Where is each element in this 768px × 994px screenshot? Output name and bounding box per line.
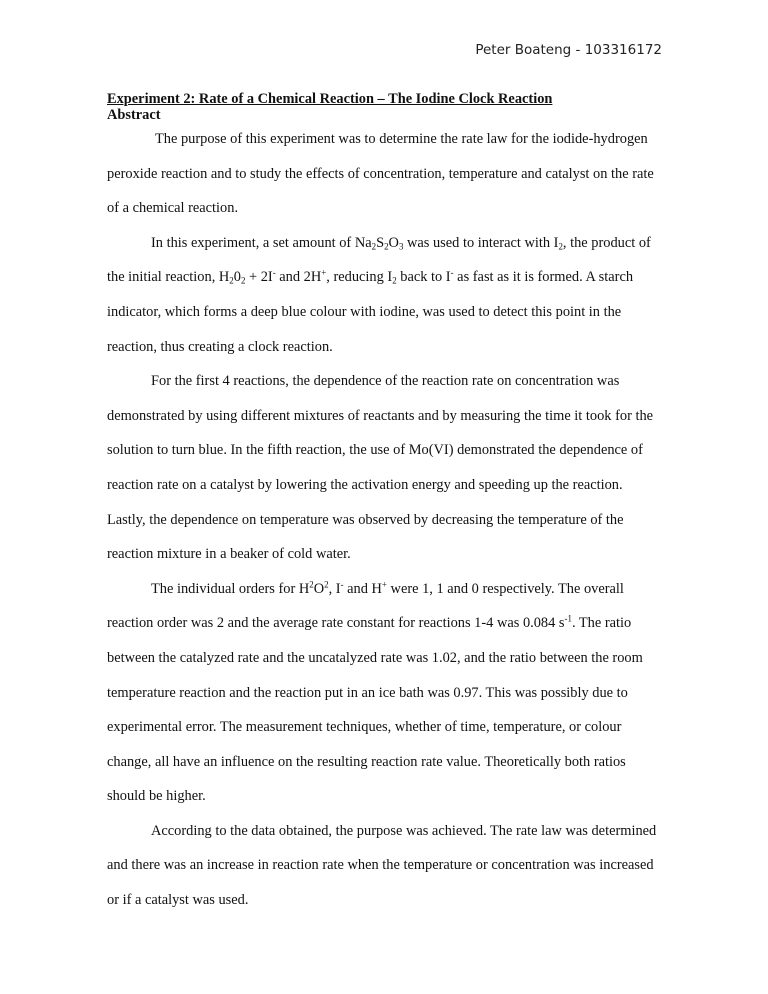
abstract-paragraph-4: The individual orders for $H^2O^2$, I- and H+ were 1, 1 and 0 respectively. The overall reaction order was 2 and the average rate constant for reactions 1-4 was 0.084 $s^{-1}$. The ratio between the catalyzed rate and the uncatalyzed rate was 1.02, and the ratio between the room temperature reaction and the reaction put in an ice bath was 0.97. This was possibly due to experimental error. The measurement techniques, whether of time, temperature, or colour change, all have an influence on the resulting reaction rate value. Theoretically both ratios should be higher. xyxy=(107,579,643,805)
section-heading-abstract: Abstract xyxy=(107,107,161,123)
abstract-paragraph-5: According to the data obtained, the purpose was achieved. The rate law was determined and there was an increase in reaction rate when the temperature or concentration was increased or if a catalyst was used. xyxy=(107,822,657,909)
document-title: Experiment 2: Rate of a Chemical Reaction – The Iodine Clock Reaction xyxy=(107,91,553,107)
abstract-paragraph-2: In this experiment, a set amount of $Na_2S_2O_3$ was used to interact with $I_2$, the product of the initial reaction, $H_20_2 + 2I^-$ and 2H+, reducing $I_2$ back to I- as fast as it is formed. A starch indicator, which forms a deep blue colour with iodine, was used to detect this point in the reaction, thus creating a clock reaction. xyxy=(107,234,651,355)
page-header-author: Peter Boateng - 103316172 xyxy=(475,42,662,58)
abstract-paragraph-1: The purpose of this experiment was to determine the rate law for the iodide-hydrogen peroxide reaction and to study the effects of concentration, temperature and catalyst on the rate of a chemical reaction. xyxy=(107,131,654,217)
abstract-paragraph-3: For the first 4 reactions, the dependence of the reaction rate on concentration was demonstrated by using different mixtures of reactants and by measuring the time it took for the solution to turn blue. In the fifth reaction, the use of Mo(VI) demonstrated the dependence of reaction rate on a catalyst by lowering the activation energy and speeding up the reaction. Lastly, the dependence on temperature was observed by decreasing the temperature of the reaction mixture in a beaker of cold water. xyxy=(107,373,654,563)
document-body xyxy=(107,91,662,918)
